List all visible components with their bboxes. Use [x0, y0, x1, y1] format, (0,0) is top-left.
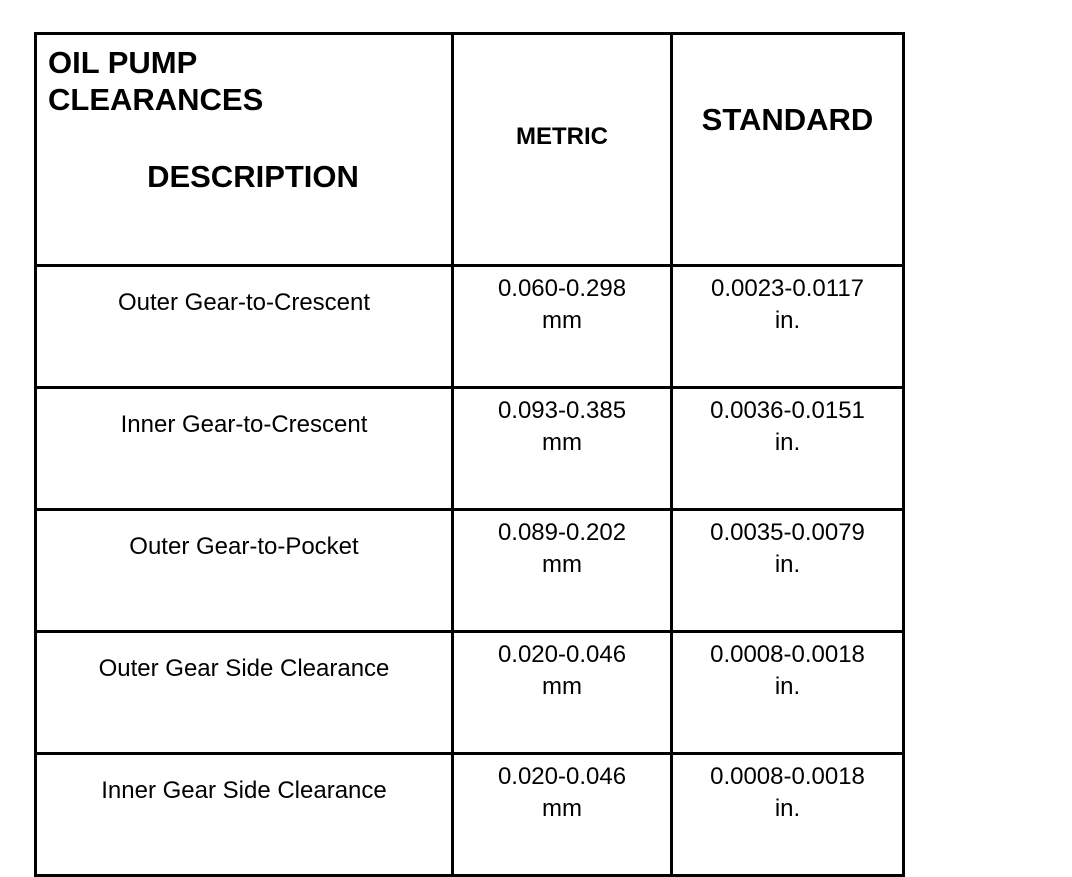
oil-pump-clearances-table — [34, 32, 905, 877]
row-metric-value — [453, 632, 672, 754]
row-standard-value — [672, 266, 904, 388]
table-row — [36, 754, 904, 876]
standard-range: 0.0036-0.0151 — [710, 397, 865, 424]
metric-unit: mm — [542, 307, 582, 334]
standard-range: 0.0008-0.0018 — [710, 641, 865, 668]
metric-unit: mm — [542, 795, 582, 822]
metric-range: 0.093-0.385 — [497, 397, 627, 424]
metric-unit: mm — [542, 551, 582, 578]
standard-unit: in. — [774, 307, 801, 334]
standard-unit: in. — [774, 673, 801, 700]
row-metric-value — [453, 266, 672, 388]
row-standard-value — [672, 510, 904, 632]
standard-range: 0.0023-0.0117 — [710, 275, 865, 302]
standard-unit: in. — [774, 795, 801, 822]
row-description: Outer Gear-to-Pocket — [36, 510, 453, 632]
standard-unit: in. — [774, 551, 801, 578]
standard-unit: in. — [774, 429, 801, 456]
table-title — [48, 44, 348, 118]
metric-range: 0.089-0.202 — [497, 519, 627, 546]
table-row — [36, 510, 904, 632]
header-metric-cell — [453, 34, 672, 266]
metric-range: 0.020-0.046 — [497, 763, 627, 790]
row-description: Inner Gear Side Clearance — [36, 754, 453, 876]
row-standard-value — [672, 754, 904, 876]
metric-range: 0.060-0.298 — [497, 275, 627, 302]
table-title-line-1: OIL PUMP — [48, 45, 198, 80]
standard-range: 0.0008-0.0018 — [710, 763, 865, 790]
row-metric-value — [453, 754, 672, 876]
table-row — [36, 632, 904, 754]
table-row — [36, 266, 904, 388]
row-description: Inner Gear-to-Crescent — [36, 388, 453, 510]
row-description: Outer Gear Side Clearance — [36, 632, 453, 754]
header-description-cell — [36, 34, 453, 266]
table-header-row — [36, 34, 904, 266]
standard-column-header: STANDARD — [701, 102, 874, 137]
metric-unit: mm — [542, 673, 582, 700]
metric-range: 0.020-0.046 — [497, 641, 627, 668]
description-column-header: DESCRIPTION — [147, 159, 359, 194]
metric-column-header: METRIC — [516, 123, 608, 150]
standard-range: 0.0035-0.0079 — [710, 519, 865, 546]
row-standard-value — [672, 388, 904, 510]
table-title-line-2: CLEARANCES — [48, 82, 264, 117]
row-metric-value — [453, 510, 672, 632]
row-description: Outer Gear-to-Crescent — [36, 266, 453, 388]
row-standard-value — [672, 632, 904, 754]
table-row — [36, 388, 904, 510]
header-standard-cell — [672, 34, 904, 266]
row-metric-value — [453, 388, 672, 510]
metric-unit: mm — [542, 429, 582, 456]
